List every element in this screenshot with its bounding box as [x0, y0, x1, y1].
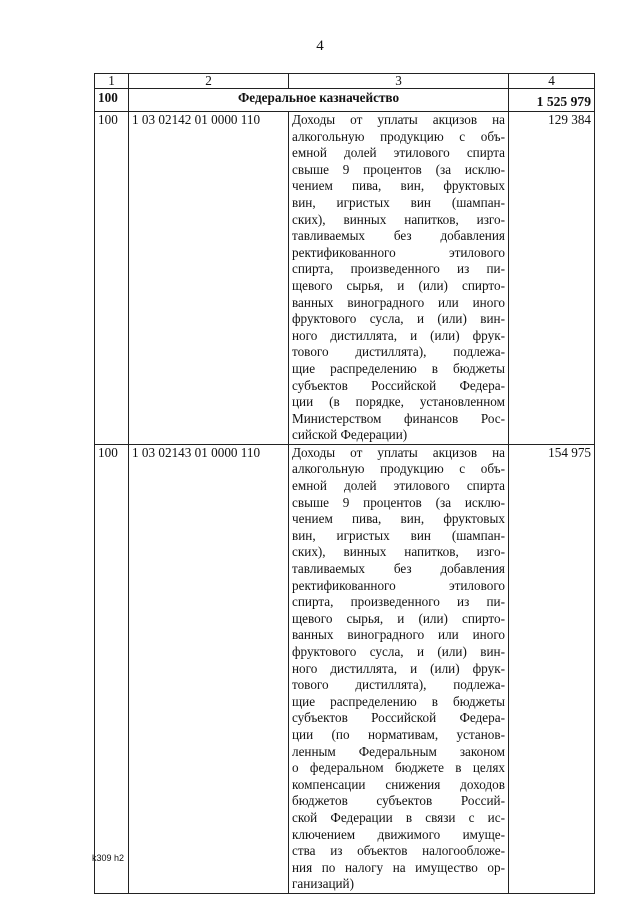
- row-description: [289, 112, 509, 445]
- description-line: чением пива, вин, фруктовых: [292, 178, 505, 194]
- description-line: алкогольную продукцию с объ-: [292, 128, 505, 144]
- description-line: бюджетов субъектов Россий-: [292, 793, 505, 809]
- description-line: щевого сырья, и (или) спирто-: [292, 277, 505, 293]
- admin-code: 100: [95, 444, 129, 893]
- description-line: спирта, произведенного из пи-: [292, 594, 505, 610]
- description-line: свыше 9 процентов (за исклю-: [292, 494, 505, 510]
- description-line: ректификованного этилового: [292, 577, 505, 593]
- description-line: фруктового сусла, и (или) вин-: [292, 644, 505, 659]
- description-line: ции (по нормативам, установ-: [292, 726, 505, 742]
- kbk-code: 1 03 02143 01 0000 110: [129, 444, 289, 893]
- column-number: 1: [95, 74, 129, 89]
- description-line: щевого сырья, и (или) спирто-: [292, 610, 505, 626]
- description-line: субъектов Российской Федера-: [292, 377, 505, 393]
- section-amount: 1 525 979: [509, 89, 595, 112]
- description-line: ванных виноградного или иного: [292, 294, 505, 310]
- description-line: тавливаемых без добавления: [292, 228, 505, 244]
- row-amount: 154 975: [509, 444, 595, 893]
- description-line: ганизаций): [292, 876, 355, 892]
- description-line: ного дистиллята, и (или) фрук-: [292, 327, 505, 343]
- description-line: щие распределению в бюджеты: [292, 360, 505, 376]
- description-line: вин, игристых вин (шампан-: [292, 527, 505, 543]
- description-line: алкогольную продукцию с объ-: [292, 461, 505, 477]
- column-number: 4: [509, 74, 595, 89]
- description-line: ленным Федеральным законом: [292, 743, 505, 759]
- description-line: чением пива, вин, фруктовых: [292, 511, 505, 527]
- description-line: щие распределению в бюджеты: [292, 693, 505, 709]
- description-line: о федеральном бюджете в целях: [292, 760, 505, 776]
- description-line: емной долей этилового спирта: [292, 478, 505, 494]
- description-line: ректификованного этилового: [292, 244, 505, 260]
- description-line: фруктового сусла, и (или) вин-: [292, 311, 505, 327]
- footer-code: k309 h2: [92, 853, 125, 863]
- description-line: ских), винных напитков, изго-: [292, 544, 505, 560]
- kbk-code: 1 03 02142 01 0000 110: [129, 112, 289, 445]
- section-title: Федеральное казначейство: [129, 89, 509, 112]
- description-line: ванных виноградного или иного: [292, 627, 505, 643]
- description-line: Доходы от уплаты акцизов на: [292, 444, 505, 460]
- description-line: сийской Федерации): [292, 427, 408, 443]
- description-line: Доходы от уплаты акцизов на: [292, 112, 505, 127]
- description-line: ключением движимого имуще-: [292, 826, 505, 842]
- description-line: субъектов Российской Федера-: [292, 710, 505, 726]
- description-line: тового дистиллята), подлежа-: [292, 344, 505, 360]
- description-line: ции (в порядке, установленном: [292, 394, 505, 410]
- description-line: емной долей этилового спирта: [292, 145, 505, 161]
- description-line: ской Федерации в связи с ис-: [292, 809, 505, 825]
- description-line: компенсации снижения доходов: [292, 776, 505, 792]
- column-number-row: [95, 74, 595, 89]
- description-line: вин, игристых вин (шампан-: [292, 194, 505, 210]
- section-row: [95, 89, 595, 112]
- description-line: ских), винных напитков, изго-: [292, 211, 505, 227]
- row-amount: 129 384: [509, 112, 595, 445]
- row-description: [289, 444, 509, 893]
- description-line: тового дистиллята), подлежа-: [292, 677, 505, 693]
- column-number: 2: [129, 74, 289, 89]
- table-row: [95, 112, 595, 445]
- admin-code: 100: [95, 112, 129, 445]
- page-number: 4: [316, 38, 324, 54]
- column-number: 3: [289, 74, 509, 89]
- table-row: [95, 444, 595, 893]
- description-line: ния по налогу на имущество ор-: [292, 859, 505, 875]
- description-line: свыше 9 процентов (за исклю-: [292, 161, 505, 177]
- description-line: ства из объектов налогообложе-: [292, 843, 505, 859]
- description-line: спирта, произведенного из пи-: [292, 261, 505, 277]
- description-line: ного дистиллята, и (или) фрук-: [292, 660, 505, 676]
- description-line: тавливаемых без добавления: [292, 561, 505, 577]
- revenue-table: [94, 73, 595, 894]
- section-code: 100: [95, 89, 129, 112]
- description-line: Министерством финансов Рос-: [292, 410, 505, 426]
